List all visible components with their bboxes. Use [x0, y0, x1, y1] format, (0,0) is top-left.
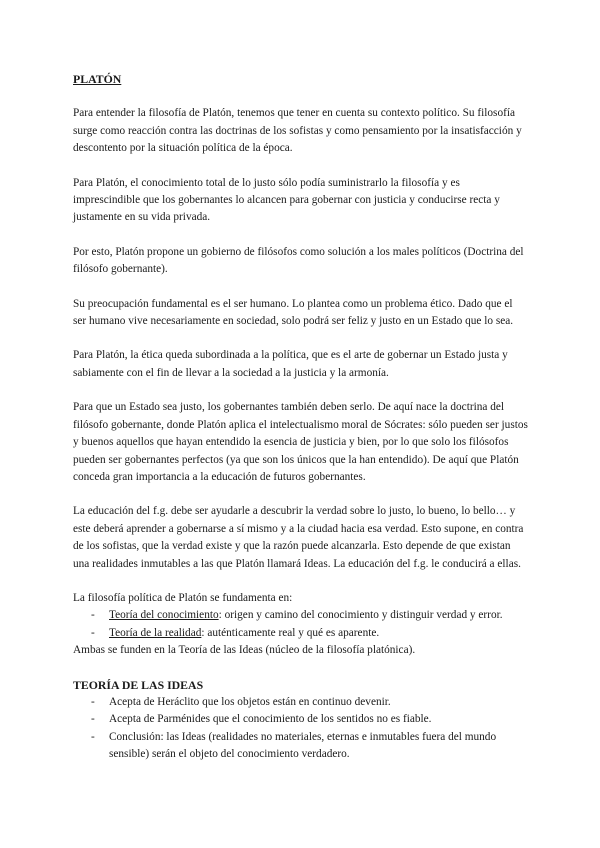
bullet-dash: -	[91, 609, 95, 622]
ideas-item-parmenides: Acepta de Parménides que el conocimiento de los sentidos no es fiable.	[109, 713, 432, 726]
bullet-dash: -	[91, 730, 95, 743]
list-item	[73, 729, 528, 764]
document-title: PLATÓN	[73, 72, 122, 86]
bullet-dash: -	[91, 713, 95, 726]
paragraph-context: Para entender la filosofía de Platón, tenemos que tener en cuenta su contexto político. Su filosofía surge como reacción contra las doctrinas de los sofistas y como pensamiento por la insatisfacción y descontento por la situación política de la época.	[73, 107, 522, 155]
paragraph-just-state: Para que un Estado sea justo, los gobernantes también deben serlo. De aquí nace la doctrina del filósofo gobernante, donde Platón aplica el intelectualismo moral de Sócrates: sólo pueden ser justos y buenos aquellos que hayan entendido la esencia de justicia y bien, por lo que solo los filósofos pueden ser gobernantes perfectos (ya que son los únicos que la han entendido). De aquí que Platón conceda gran importancia a la educación de futuros gobernantes.	[73, 401, 528, 483]
bullet-dash: -	[91, 695, 95, 708]
document-body	[73, 71, 528, 764]
paragraph-human-being: Su preocupación fundamental es el ser humano. Lo plantea como un problema ético. Dado que el ser humano vive necesariamente en sociedad, solo podrá ser feliz y justo en un Estado que lo sea.	[73, 297, 514, 328]
foundation-intro: La filosofía política de Platón se fundamenta en:	[73, 591, 293, 604]
list-item	[73, 694, 528, 711]
section-title-ideas: TEORÍA DE LAS IDEAS	[73, 677, 204, 692]
list-item	[73, 711, 528, 728]
paragraph-ethics-politics: Para Platón, la ética queda subordinada a la política, que es el arte de gobernar un Estado justa y sabiamente con el fin de llevar a la sociedad a la justicia y la armonía.	[73, 349, 508, 379]
list-item	[73, 607, 528, 624]
foundation-list	[73, 607, 528, 642]
list-item	[73, 625, 528, 642]
term-knowledge-theory: Teoría del conocimiento	[109, 609, 219, 622]
ideas-item-heraclitus: Acepta de Heráclito que los objetos están en continuo devenir.	[109, 695, 391, 708]
foundation-outro: Ambas se funden en la Teoría de las Ideas (núcleo de la filosofía platónica).	[73, 644, 416, 657]
ideas-list	[73, 694, 528, 764]
paragraph-knowledge: Para Platón, el conocimiento total de lo justo sólo podía suministrarlo la filosofía y es imprescindible que los gobernantes lo alcancen para gobernar con justicia y conducirse recta y justamente en su vida privada.	[73, 176, 500, 224]
paragraph-education: La educación del f.g. debe ser ayudarle a descubrir la verdad sobre lo justo, lo bueno, lo bello… y este deberá aprender a gobernarse a sí mismo y a la ciudad hacia esa verdad. Esto supone, en contra de los sofistas, que la verdad existe y que la razón puede alcanzarla. Esto depende de que existan una realidades inmutables a las que Platón llamará Ideas. La educación del f.g. le conducirá a ellas.	[73, 505, 524, 570]
bullet-dash: -	[91, 626, 95, 639]
paragraph-philosopher-government: Por esto, Platón propone un gobierno de filósofos como solución a los males políticos (Doctrina del filósofo gobernante).	[73, 245, 524, 276]
term-reality-text: : auténticamente real y qué es aparente.	[201, 626, 380, 639]
term-reality-theory: Teoría de la realidad	[109, 626, 202, 639]
term-knowledge-text: : origen y camino del conocimiento y distinguir verdad y error.	[218, 609, 503, 622]
ideas-item-conclusion: Conclusión: las Ideas (realidades no materiales, eternas e inmutables fuera del mundo sensible) serán el objeto del conocimiento verdadero.	[109, 730, 497, 761]
